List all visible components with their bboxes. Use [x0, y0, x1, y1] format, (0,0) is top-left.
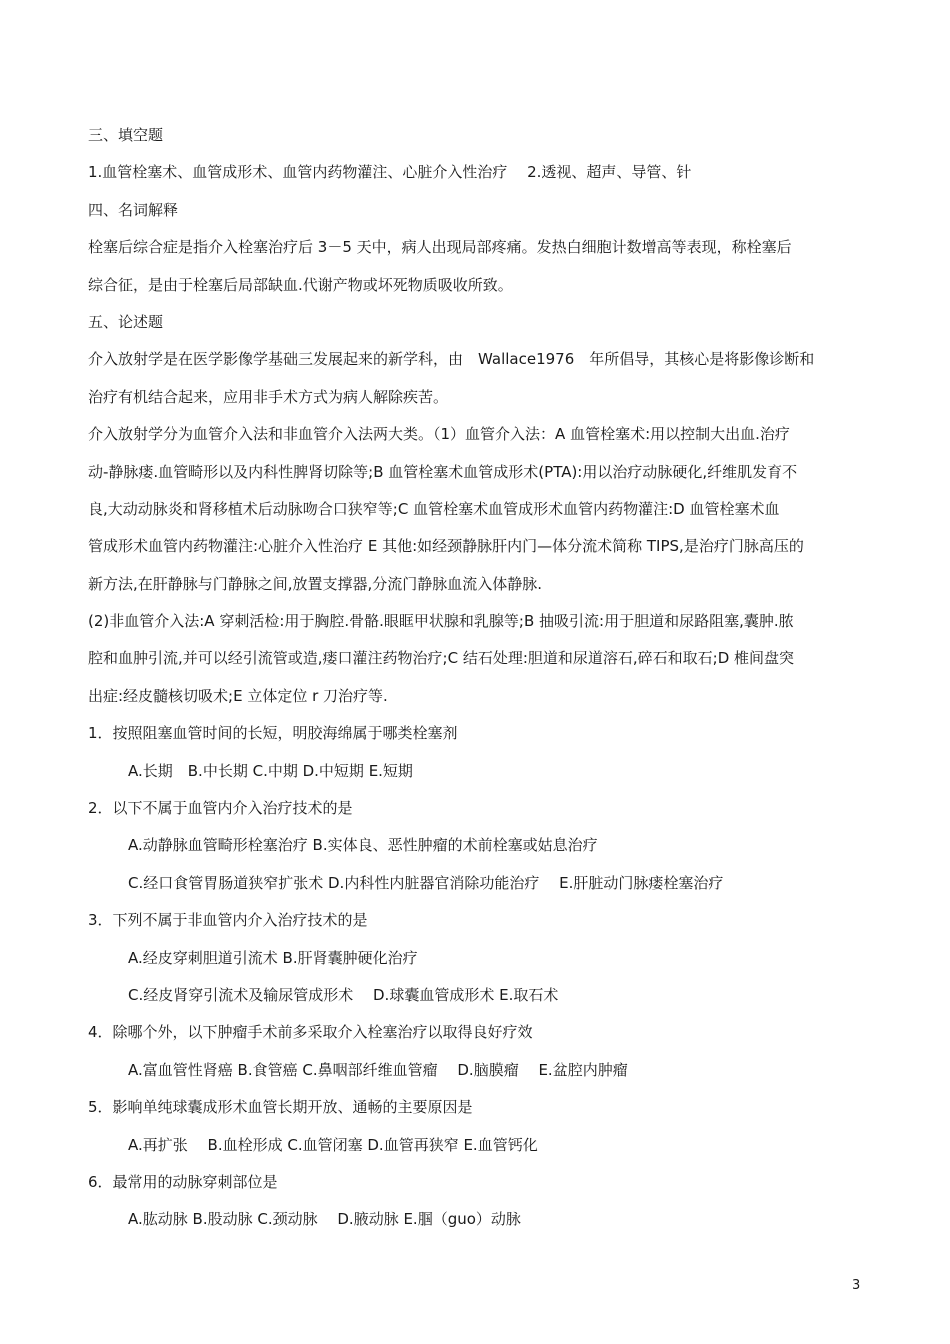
question-text: 1．按照阻塞血管时间的长短，明胶海绵属于哪类栓塞剂 [88, 724, 458, 743]
essay-text-line: 腔和血肿引流,并可以经引流管或造,瘘口灌注药物治疗;C 结石处理:胆道和尿道溶石,碎石和取石;D 椎间盘突 [88, 649, 795, 668]
question-text: 3．下列不属于非血管内介入治疗技术的是 [88, 911, 368, 930]
question-options: C.经皮肾穿引流术及输尿管成形术 D.球囊血管成形术 E.取石术 [128, 985, 559, 1004]
essay-text-line: 出症:经皮髓核切吸术;E 立体定位 r 刀治疗等. [88, 686, 388, 705]
fill-heading: 三、填空题 [88, 126, 164, 144]
essay-text-line: (2)非血管介入法:A 穿刺活检:用于胸腔.骨骼.眼眶甲状腺和乳腺等;B 抽吸引流:用于胆道和尿路阻塞,囊肿.脓 [88, 612, 794, 631]
essay-heading: 五、论述题 [88, 312, 164, 331]
essay-text-line: 良,大动动脉炎和肾移植术后动脉吻合口狭窄等;C 血管栓塞术血管成形术血管内药物灌注:D 血管栓塞术血 [88, 499, 780, 518]
essay-text-line: 新方法,在肝静脉与门静脉之间,放置支撑器,分流门静脉血流入体静脉. [88, 574, 543, 593]
document-body [88, 122, 868, 1244]
essay-text-line: 介入放射学是在医学影像学基础三发展起来的新学科，由 Wallace1976 年所倡导，其核心是将影像诊断和 [88, 350, 815, 369]
essay-text-line: 介入放射学分为血管介入法和非血管介入法两大类。（1）血管介入法：A 血管栓塞术:用以控制大出血.治疗 [88, 425, 790, 444]
question-options: C.经口食管胃肠道狭窄扩张术 D.内科性内脏器官消除功能治疗 E.肝脏动门脉瘘栓塞治疗 [128, 873, 724, 892]
question-options: A.肱动脉 B.股动脉 C.颈动脉 D.腋动脉 E.腘（guo）动脉 [128, 1210, 521, 1229]
question-options: A.长期 B.中长期 C.中期 D.中短期 E.短期 [128, 761, 413, 780]
question-text: 5．影响单纯球囊成形术血管长期开放、通畅的主要原因是 [88, 1098, 473, 1117]
fill-answer: 1.血管栓塞术、血管成形术、血管内药物灌注、心脏介入性治疗 2.透视、超声、导管、针 [88, 163, 692, 182]
question-options: A.再扩张 B.血栓形成 C.血管闭塞 D.血管再狭窄 E.血管钙化 [128, 1135, 538, 1154]
essay-text-line: 治疗有机结合起来，应用非手术方式为病人解除疾苦。 [88, 387, 449, 406]
question-text: 2．以下不属于血管内介入治疗技术的是 [88, 799, 353, 818]
essay-text-line: 管成形术血管内药物灌注:心脏介入性治疗 E 其他:如经颈静脉肝内门—体分流术简称 TIPS,是治疗门脉高压的 [88, 537, 804, 556]
term-text-line: 栓塞后综合症是指介入栓塞治疗后 3－5 天中，病人出现局部疼痛。发热白细胞计数增高等表现，称栓塞后 [88, 238, 792, 257]
question-options: A.富血管性肾癌 B.食管癌 C.鼻咽部纤维血管瘤 D.脑膜瘤 E.盆腔内肿瘤 [128, 1060, 628, 1079]
question-text: 6．最常用的动脉穿刺部位是 [88, 1172, 278, 1191]
term-heading: 四、名词解释 [88, 200, 179, 219]
question-text: 4．除哪个外，以下肿瘤手术前多采取介入栓塞治疗以取得良好疗效 [88, 1023, 533, 1042]
term-text-line: 综合征，是由于栓塞后局部缺血.代谢产物或坏死物质吸收所致。 [88, 275, 513, 294]
question-options: A.经皮穿刺胆道引流术 B.肝肾囊肿硬化治疗 [128, 948, 418, 967]
page-number: 3 [852, 1278, 861, 1293]
question-options: A.动静脉血管畸形栓塞治疗 B.实体良、恶性肿瘤的术前栓塞或姑息治疗 [128, 836, 598, 855]
essay-text-line: 动-静脉瘘.血管畸形以及内科性脾肾切除等;B 血管栓塞术血管成形术(PTA):用以治疗动脉硬化,纤维肌发育不 [88, 462, 798, 481]
